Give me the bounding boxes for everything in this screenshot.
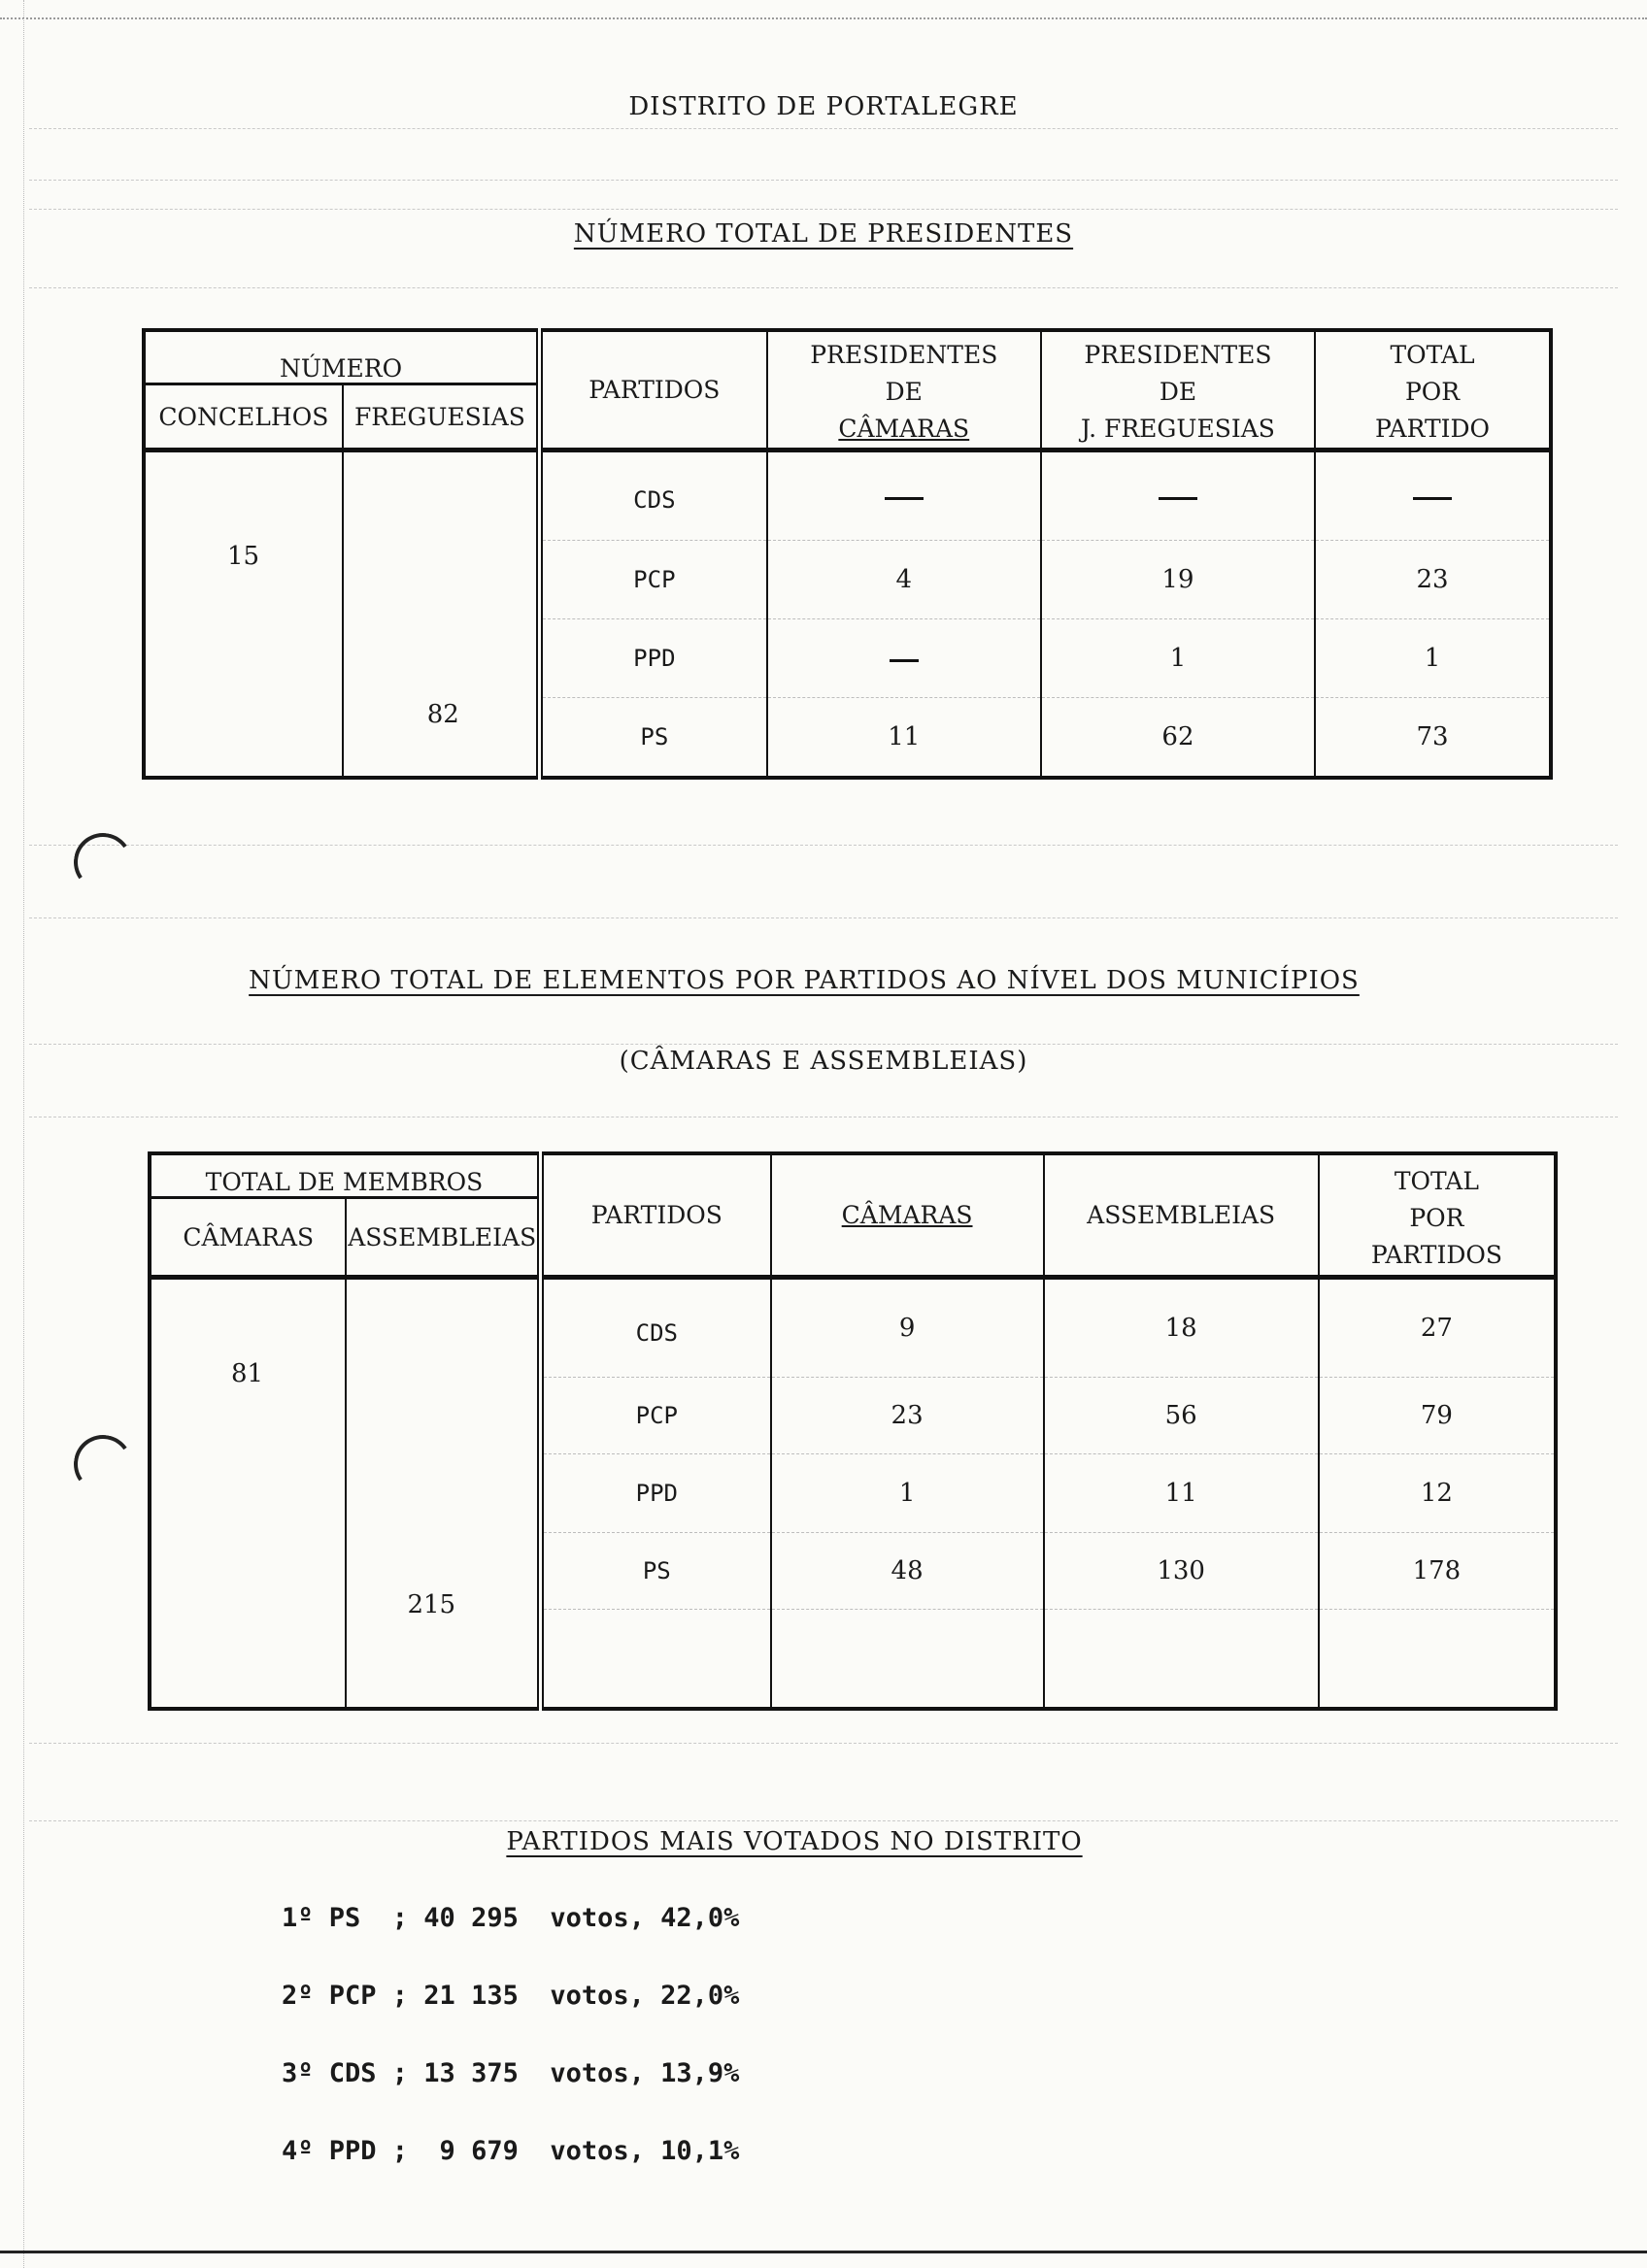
table-row <box>150 1278 1556 1378</box>
punch-hole-mark <box>69 1430 137 1498</box>
ruled-line <box>29 1743 1618 1744</box>
header-pres-camaras-l2: DE <box>885 377 923 406</box>
pcp-camaras: 4 <box>767 541 1041 619</box>
dash-mark <box>1159 497 1197 500</box>
ps-assembleias: 130 <box>1044 1533 1319 1610</box>
cds-camaras <box>767 450 1041 541</box>
pcp-total: 23 <box>1315 541 1551 619</box>
party-ps: PS <box>540 1533 770 1610</box>
ps-total: 73 <box>1315 698 1551 779</box>
dash-mark <box>1413 497 1452 500</box>
camaras-total-cell <box>150 1278 346 1710</box>
section2-subtitle: (CÂMARAS E ASSEMBLEIAS) <box>619 1047 1028 1076</box>
header-total-l2: POR <box>1409 1203 1464 1232</box>
ppd-camaras: 1 <box>771 1454 1044 1533</box>
ruled-line <box>29 845 1618 846</box>
camaras-total-value: 81 <box>231 1359 264 1388</box>
header-pres-freguesias <box>1041 330 1315 450</box>
ranking-item-2: 2º PCP ; 21 135 votos, 22,0% <box>282 1981 740 2011</box>
bottom-border <box>0 2251 1647 2253</box>
cds-total: 27 <box>1319 1278 1556 1378</box>
pcp-freguesias: 19 <box>1041 541 1315 619</box>
scan-top-noise <box>0 17 1647 19</box>
party-pcp: PCP <box>540 541 767 619</box>
district-title: DISTRITO DE PORTALEGRE <box>628 92 1019 121</box>
ranking-item-4: 4º PPD ; 9 679 votos, 10,1% <box>282 2136 740 2166</box>
ppd-assembleias: 11 <box>1044 1454 1319 1533</box>
party-pcp: PCP <box>540 1378 770 1454</box>
section3-title-text: PARTIDOS MAIS VOTADOS NO DISTRITO <box>506 1827 1083 1856</box>
party-ppd: PPD <box>540 619 767 698</box>
cds-total <box>1315 450 1551 541</box>
header-pres-freguesias-l2: DE <box>1159 377 1197 406</box>
presidents-table <box>142 328 1553 780</box>
ppd-camaras <box>767 619 1041 698</box>
freguesias-value: 82 <box>426 700 459 729</box>
ruled-line <box>29 128 1618 129</box>
header-total-l1: TOTAL <box>1394 1166 1479 1195</box>
members-table <box>148 1151 1558 1711</box>
ruled-line <box>29 209 1618 210</box>
party-ps: PS <box>540 698 767 779</box>
header-pres-camaras-l3: CÂMARAS <box>838 414 970 443</box>
ppd-total: 1 <box>1315 619 1551 698</box>
header-total-partido <box>1315 330 1551 450</box>
ranking-item-1: 1º PS ; 40 295 votos, 42,0% <box>282 1903 740 1933</box>
ps-camaras: 11 <box>767 698 1041 779</box>
freguesias-cell <box>343 450 540 779</box>
scan-left-edge <box>23 0 24 2268</box>
header-sub-assembleias: ASSEMBLEIAS <box>346 1198 540 1278</box>
ruled-line <box>29 180 1618 181</box>
ranking-list <box>282 1903 739 2214</box>
table-row <box>144 450 1551 541</box>
cds-assembleias: 18 <box>1044 1278 1319 1378</box>
empty-cell <box>771 1610 1044 1710</box>
punch-hole-mark <box>69 828 137 896</box>
ps-camaras: 48 <box>771 1533 1044 1610</box>
section1-title-text: NÚMERO TOTAL DE PRESIDENTES <box>573 219 1074 249</box>
header-pres-camaras-l1: PRESIDENTES <box>810 340 998 369</box>
party-cds: CDS <box>540 450 767 541</box>
ruled-line <box>29 1044 1618 1045</box>
pcp-total: 79 <box>1319 1378 1556 1454</box>
header-assembleias: ASSEMBLEIAS <box>1044 1153 1319 1278</box>
pcp-camaras: 23 <box>771 1378 1044 1454</box>
dash-mark <box>890 659 919 662</box>
dash-mark <box>885 497 924 500</box>
ppd-total: 12 <box>1319 1454 1556 1533</box>
cds-freguesias <box>1041 450 1315 541</box>
header-total-partidos <box>1319 1153 1556 1278</box>
header-total-l3: PARTIDOS <box>1370 1240 1502 1269</box>
assembleias-total-value: 215 <box>407 1590 456 1619</box>
cds-camaras: 9 <box>771 1278 1044 1378</box>
header-pres-freguesias-l1: PRESIDENTES <box>1084 340 1272 369</box>
section1-title <box>0 219 1647 249</box>
header-total-l2: POR <box>1404 377 1461 406</box>
section2-title-text: NÚMERO TOTAL DE ELEMENTOS POR PARTIDOS AO NÍVEL DOS MUNICÍPIOS <box>249 966 1360 995</box>
empty-cell <box>540 1610 770 1710</box>
party-cds: CDS <box>540 1278 770 1378</box>
ruled-line <box>29 287 1618 288</box>
ppd-freguesias: 1 <box>1041 619 1315 698</box>
ranking-item-3: 3º CDS ; 13 375 votos, 13,9% <box>282 2058 740 2088</box>
header-total-membros: TOTAL DE MEMBROS <box>150 1153 540 1198</box>
header-sub-camaras: CÂMARAS <box>150 1198 346 1278</box>
empty-cell <box>1044 1610 1319 1710</box>
header-partidos: PARTIDOS <box>540 1153 770 1278</box>
party-ppd: PPD <box>540 1454 770 1533</box>
header-total-l1: TOTAL <box>1390 340 1475 369</box>
header-partidos: PARTIDOS <box>540 330 767 450</box>
header-concelhos: CONCELHOS <box>144 384 343 450</box>
header-pres-freguesias-l3: J. FREGUESIAS <box>1081 414 1275 443</box>
empty-cell <box>1319 1610 1556 1710</box>
header-total-l3: PARTIDO <box>1375 414 1491 443</box>
header-camaras-text: CÂMARAS <box>841 1201 973 1229</box>
assembleias-total-cell <box>346 1278 540 1710</box>
ps-total: 178 <box>1319 1533 1556 1610</box>
ps-freguesias: 62 <box>1041 698 1315 779</box>
concelhos-cell <box>144 450 343 779</box>
section2-title <box>0 966 1628 995</box>
header-freguesias: FREGUESIAS <box>343 384 540 450</box>
concelhos-value: 15 <box>227 542 260 571</box>
header-numero: NÚMERO <box>144 330 540 384</box>
pcp-assembleias: 56 <box>1044 1378 1319 1454</box>
section3-title <box>0 1827 1618 1856</box>
ruled-line <box>29 1820 1618 1821</box>
header-camaras <box>771 1153 1044 1278</box>
header-pres-camaras <box>767 330 1041 450</box>
ruled-line <box>29 917 1618 918</box>
